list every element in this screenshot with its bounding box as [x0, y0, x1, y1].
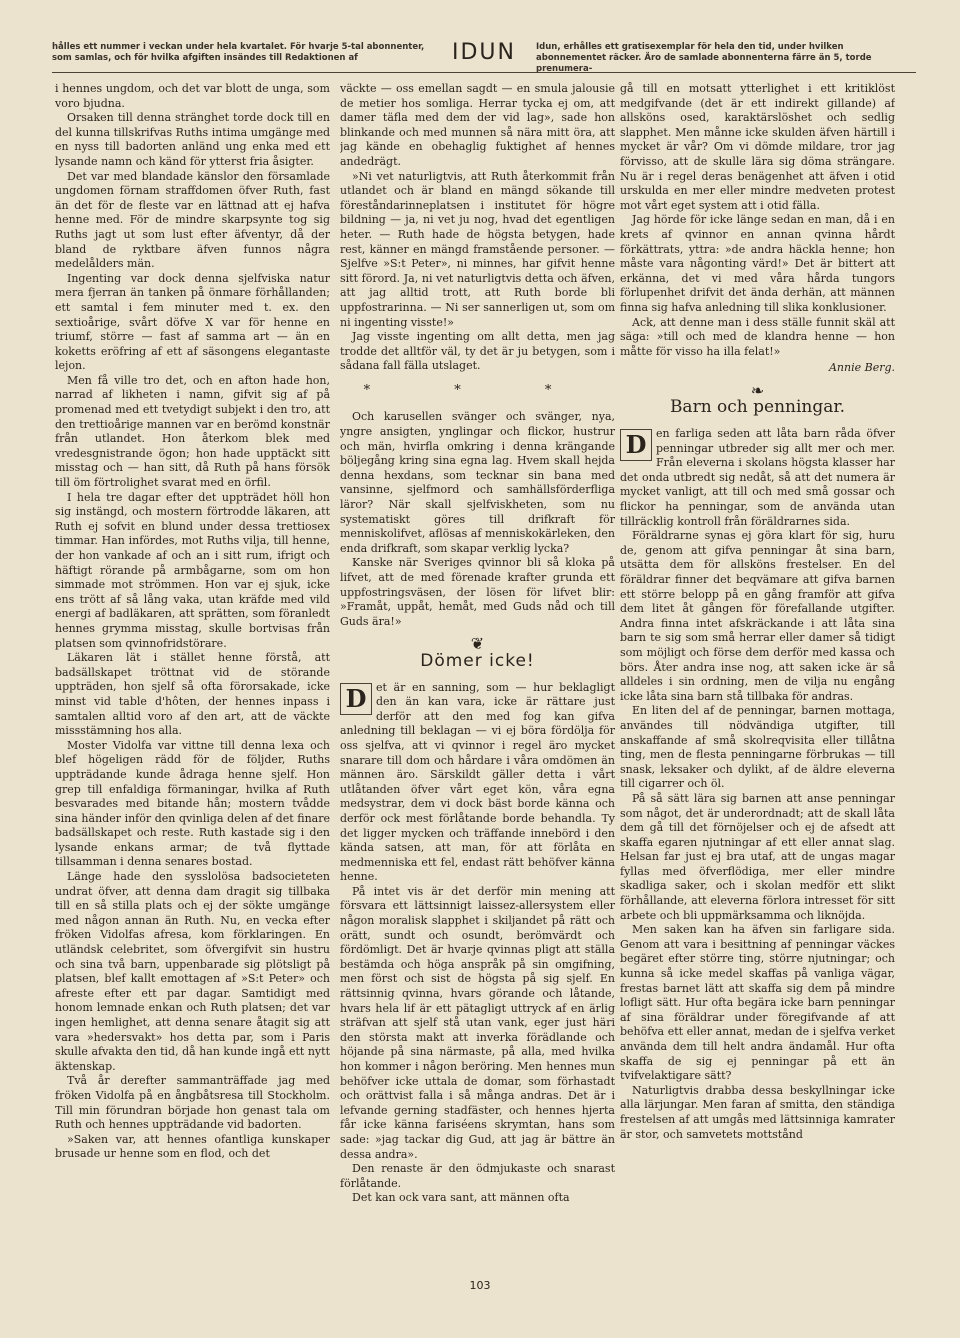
header-right-text: Idun, erhålles ett gratisexemplar för hela den tid, under hvilken abonnementet räcker. Äro de samlade abonnenterna färre än 5, torde prenumera-: [536, 42, 872, 74]
section-separator: * * *: [363, 382, 592, 398]
paragraph: En liten del af de penningar, barnen mottaga, användes till nödvändiga utgifter, till anskaffande af små skolreqvisita eller tillåtna ting, men de flesta penningarne förbrukas — till snask, leksaker och dylikt, af de äldre eleverna till cigarrer och öl.: [620, 704, 895, 791]
paragraph: Jag hörde för icke länge sedan en man, då i en krets af qvinnor en annan qvinna hårdt förkättrats, yttra: »de andra häckla henne; hon måste vara någonting värd!» Det är bittert att erkänna, det vi med våra hårda tungors förlupenhet drifvit det ända derhän, att männen finna sig hafva anledning till slika konklusioner.: [620, 213, 895, 314]
header-left-text: hålles ett nummer i veckan under hela kvartalet. För hvarje 5-tal abonnenter, som samlas, och för hvilka afgiften insändes till Redaktionen af: [52, 42, 425, 63]
header-rule: [52, 72, 916, 73]
paragraph: [620, 427, 895, 529]
paragraph: Två år derefter sammanträffade jag med fröken Vidolfa på en ångbåtsresa till Stockholm. Till min förundran började hon genast tala om Ruth och hennes uppträdande vid badorten.: [55, 1074, 330, 1132]
paragraph: Det var med blandade känslor den församlade ungdomen förnam straffdomen öfver Ruth, fast än det för de fleste var en lättnad att ej hafva henne med. För de mindre skarpsynte tog sig Ruths jagt ut som lust efter äfventyr, då der bland de ryktbare äfven funnos några medelålders män.: [55, 169, 330, 271]
author-signature: Annie Berg.: [828, 361, 895, 375]
page-header: [52, 40, 916, 74]
column-3: [620, 82, 895, 1272]
column-1: [55, 82, 330, 1272]
paragraph: På intet vis är det derför min mening att försvara ett lättsinnigt laissez-allersystem eller någon moralisk slapphet i skiljandet på rätt och orätt, sundt och osundt, berömvärdt och fördömligt. Det är hvarje qvinnas pligt att ställa bestämda och höga anspråk på sin omgifning, men först och sist de högsta på sig sjelf. En rättsinnig qvinna, hvars görande och låtande, hvars hela lif är ett pätagligt uttryck af en ärlig sträfvan att sjelf stå utan vank, eger just häri den största makt att inverka förädlande och höjande på sina närmaste, på alla, med hvilka hon kommer i någon beröring. Men hennes mun behöfver icke uttala de domar, som förhastadt och orättvist falla i så många andras. Det är i lefvande gerning stadfäster, och hennes hjerta får icke känna fariséens skrymtan, hans som sade: »jag tackar dig Gud, att jag är bättre än dessa andra».: [340, 884, 615, 1161]
paragraph: Ingenting var dock denna sjelfviska natur mera fjerran än tanken på önmare förhållanden; ett samtal i fem minuter med t. ex. den sextioårige, svårt döfve X var för henne en triumf, större — fast af samma art — än en koketts eröfring af ett af säsongens elegantaste lejon.: [55, 271, 330, 373]
paragraph: Naturligtvis drabba dessa beskyllningar icke alla lärjungar. Men faran af smitta, den ständiga frestelsen af att umgås med lättsinniga kamrater är stor, och samvetets mottstånd: [620, 1083, 895, 1141]
paragraph: i hennes ungdom, och det var blott de unga, som voro bjudna.: [55, 82, 330, 110]
drop-cap: D: [620, 429, 652, 461]
article-title-domer-icke: Dömer icke!: [420, 650, 535, 671]
paragraph: Den renaste är den ödmjukaste och snarast förlåtande.: [340, 1162, 615, 1190]
column-2: [340, 82, 615, 1272]
drop-cap: D: [340, 683, 372, 715]
paragraph: Ack, att denne man i dess ställe funnit skäl att säga: »till och med de klandra henne — hon måtte för visso ha illa felat!»: [620, 315, 895, 358]
paragraph: Länge hade den sysslolösa badsocieteten undrat öfver, att denna dam dragit sig tillbaka till en så stilla plats och ej der sökte umgänge med någon annan än Ruth. Nu, en vecka efter fröken Vidolfas afresa, kom förklaringen. En utländsk celebritet, som öfvergifvit sin hustru och sina två barn, uppenbarade sig plötsligt på platsen, blef kallt emottagen af »S:t Peter» och afreste efter ett par dagar. Samtidigt med honom lemnade enkan och Ruth platsen; det var ingen hemlighet, att denna senare åtagit sig att vara »hedersvakt» hos detta par, som i Paris skulle afvakta den tid, då han kunde ingå ett nytt äktenskap.: [55, 870, 330, 1073]
ornament-icon: ❧: [750, 380, 765, 400]
paragraph: Det kan ock vara sant, att männen ofta: [352, 1191, 570, 1205]
paragraph: I hela tre dagar efter det uppträdet höll hon sig instängd, och mostern förtrodde läkaren, att Ruth ej sofvit en blund under dessa trettiosex timmar. Han infördes, mot Ruths vilja, till henne, der hon vankade af och an i sitt rum, ifrigt och häftigt rörande på armbågarne, som om hon simmade mot strömmen. Hon var ej sjuk, icke ens trött af så lång vaka, utan kräfde med vild energi af badläkaren, att sprätten, som föranledt hennes grymma misstag, skulle bortvisas från platsen som qvinnofridstörare.: [55, 490, 330, 650]
ornament-icon: ❦: [470, 634, 485, 654]
paragraph: Men få ville tro det, och en afton hade hon, narrad af likheten i namn, gifvit sig af på promenad med ett tvetydigt subjekt i den tro, att den trettioårige mannen var en berömd konstnär från utlandet. Hon återkom blek med vredesgnistrande ögon; hon hade upptäckt sitt misstag och — han sitt, då Ruth på hans försök till öm förtrolighet svarat med en örfil.: [55, 373, 330, 490]
paragraph: Orsaken till denna stränghet torde dock till en del kunna tillskrifvas Ruths intima umgänge med en nyss till badorten anländ ung enka med ett lysande namn och känd för ytterst fria åsigter.: [55, 111, 330, 168]
page-number: 103: [469, 1279, 491, 1292]
paragraph: [340, 681, 615, 885]
paragraph: gå till en motsatt ytterlighet i ett kritiklöst medgifvande (det är ett indirekt gillande) af allsköns osed, karaktärslöshet och sedlig slapphet. Men månne icke skulden äfven härtill i mycket är vår? Om vi dömde mildare, tror jag förvisso, att de skulle lära sig döma strängare. Nu är i regel deras benägenhet att äfven i otid urskulda en mer eller mindre medveten protest mot vårt eget system att i otid fälla.: [620, 82, 895, 212]
article-title-barn-och-penningar: Barn och penningar.: [669, 397, 846, 418]
masthead: IDUN: [452, 40, 516, 65]
paragraph: Läkaren lät i stället henne förstå, att badsällskapet tröttnat vid de störande uppträden, hon sjelf så ofta förorsakade, icke minst vid table d'hôten, der hennes inpass i samtalen alltid voro af den art, att de väckte missstämning hos alla.: [55, 651, 330, 738]
paragraph: väckte — oss emellan sagdt — en smula jalousie de metier hos somliga. Herrar tycka ej om, att damer täfla med dem der vid lag», sade hon blinkande och med munnen så nära mitt öra, att jag kände en obehaglig fuktighet af hennes andedrägt.: [340, 82, 615, 168]
paragraph: »Saken var, att hennes ofantliga kunskaper brusade ur henne som en flod, och det: [55, 1132, 330, 1161]
paragraph-text: en farliga seden att låta barn råda öfver penningar utbreder sig allt mer och mer. Från eleverna i skolans högsta klasser har det onda utbredt sig nedåt, så att det numera är mycket vanligt, att till och med små gossar och flickor ha penningar, som de använda utan tillräcklig kontroll från föräldrarnes sida.: [620, 427, 895, 528]
paragraph: På så sätt lära sig barnen att anse penningar som något, det är underordnadt; att de skall låta dem gå till det förnöjelser och ej de afsedt att skaffa egaren njutningar af ett eller annat slag. Helsan far just ej bra utaf, att de ungas magar fyllas med öfverflödiga, mer eller mindre skadliga saker, och i skolan medför ett slikt förhållande, att eleverna förlora intresset för sitt arbete och bli uppmärksamma och liknöjda.: [620, 791, 895, 922]
paragraph-text: et är en sanning, som — hur beklagligt den än kan vara, icke är rättare just derför att den med fog kan gifva anledning till beklagan — vi ej böra fördölja för oss sjelfva, att vi qvinnor i regel äro mycket snarare till dom och hårdare i våra omdömen än männen äro. Särskildt gäller detta i vårt utlåtanden öfver vårt eget kön, våra egna medsystrar, dem vi dock bäst borde känna och derför ock mest förlåtande borde behandla. Ty det ligger mycken och träffande innebörd i den kända satsen, att man, för att förlåta en medmenniska ett fel, endast rätt behöfver känna henne.: [340, 680, 615, 884]
paragraph: »Ni vet naturligtvis, att Ruth återkommit från utlandet och är bland en mängd sökande till föreståndarinneplatsen i institutet för högre bildning — ja, ni vet ju nog, hvad det egentligen heter. — Ruth hade de högsta betygen, hade rest, känner en mängd framstående personer. — Sjelfve »S:t Peter», ni minnes, har gifvit henne sitt förord. Ja, ni vet naturligtvis detta och äfven, att jag alltid trott, att Ruth borde bli uppfostrarinna. — Ni ser sannerligen ut, som om ni ingenting visste!»: [340, 169, 615, 329]
paragraph: Moster Vidolfa var vittne till denna lexa och blef högeligen rädd för de följder, Ruths uppträdande kunde ådraga henne sjelf. Hon grep till enfaldiga förmaningar, hvilka af Ruth besvarades med bitande hån; mostern tvådde sina händer inför den qvinliga delen af det finare badsällskapet och reste. Ruth kastade sig i den lysande enkans armar; de två flyttade tillsamman i denna senares bostad.: [55, 738, 330, 869]
paragraph: Och karusellen svänger och svänger, nya, yngre ansigten, ynglingar och flickor, hustrur och män, hvirfla omkring i denna krängande böljegång kring sina egna lag. Hvem skall hejda denna hexdans, som tecknar sin bana med vansinne, sjelfmord och samhällsförderfliga läror? När skall sjelfviskheten, som nu systematiskt göres till drifkraft för menniskolifvet, aflösas af menniskokärleken, den enda drifkraft, som skapar verklig lycka?: [340, 410, 615, 555]
paragraph: Kanske när Sveriges qvinnor bli så kloka på lifvet, att de med förenade krafter grunda ett uppfostringsväsen, der lösen för lifvet blir: »Framåt, uppåt, hemåt, med Guds nåd och till Guds ära!»: [340, 556, 615, 628]
paragraph: Jag visste ingenting om allt detta, men jag trodde det alltför väl, ty det är ju betygen, som i sådana fall fälla utslaget.: [340, 330, 615, 373]
paragraph: Föräldrarne synas ej göra klart för sig, huru de, genom att gifva penningar åt sina barn, utsätta dem för allsköns frestelser. En del föräldrar finner det beqvämare att gifva barnen ett större belopp på en gång framför att gifva dem litet åt gången för förefallande utgifter. Andra finna intet afskräckande i att låta sina barn te sig som små herrar eller damer så tidigt som möjligt och förse dem derför med kassa och börs. Åter andra inse nog, att saken icke är så alldeles i sin ordning, men de vilja nu engång icke låta sina barn stå tillbaka för andras.: [620, 529, 895, 703]
paragraph: Men saken kan ha äfven sin farligare sida. Genom att vara i besittning af penningar väckes begäret efter större ting, större njutningar; och kunna så icke medel skaffas på vanliga vägar, frestas barnet lätt att skaffa sig dem på mindre lofligt sätt. Hur ofta begära icke barn penningar af sina föräldrar under föregifvande af att behöfva ett eller annat, medan de i sjelfva verket använda dem till helt andra ändamål. Hur ofta skaffa de sig ej penningar på ett än tvifvelaktigare sätt?: [620, 923, 895, 1083]
